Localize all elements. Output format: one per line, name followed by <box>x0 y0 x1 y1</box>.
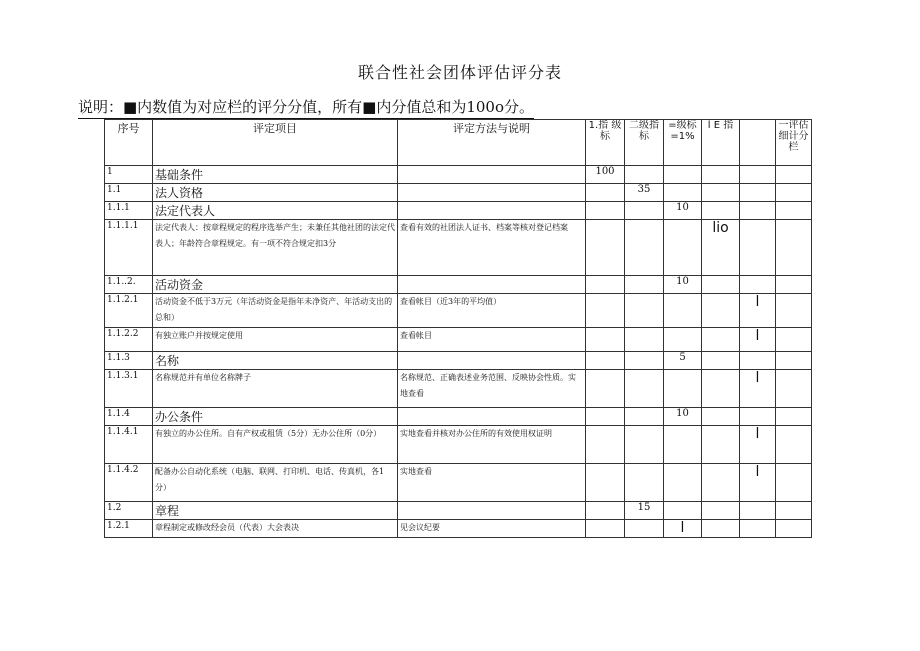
page-title: 联合性社会团体评估评分表 <box>357 63 562 82</box>
table-cell-level1 <box>586 370 625 408</box>
table-cell-level4 <box>702 202 740 220</box>
table-cell-level1 <box>586 408 625 426</box>
table-cell-level1 <box>586 276 625 294</box>
table-cell-item: 办公条件 <box>153 408 398 426</box>
table-row <box>105 464 812 502</box>
table-cell-item: 名称 <box>153 352 398 370</box>
table-cell-seq: 1.1..2. <box>105 276 153 294</box>
table-row <box>105 220 812 276</box>
table-cell-score <box>776 166 812 184</box>
table-row <box>105 426 812 464</box>
table-cell-seq: 1.2 <box>105 502 153 520</box>
table-cell-seq: 1.1.2.1 <box>105 294 153 328</box>
table-cell-level1 <box>586 426 625 464</box>
table-cell-level4 <box>702 426 740 464</box>
table-cell-method <box>398 408 586 426</box>
table-cell-mark <box>740 520 776 538</box>
table-cell-level4 <box>702 408 740 426</box>
table-cell-level2 <box>625 426 664 464</box>
table-cell-item: 有独立账户并按规定使用 <box>153 328 398 352</box>
header-blank <box>740 120 776 166</box>
table-cell-method: 查看有效的社团法人证书、档案等核对登记档案 <box>398 220 586 276</box>
table-cell-item: 有独立的办公住所。自有产权或租赁（5分）无办公住所（0分） <box>153 426 398 464</box>
table-cell-level2 <box>625 464 664 502</box>
table-cell-item: 基础条件 <box>153 166 398 184</box>
table-row <box>105 352 812 370</box>
table-cell-method <box>398 184 586 202</box>
table-cell-item: 法定代表人：按章程规定的程序选举产生；未兼任其他社团的法定代表人；年龄符合章程规定。有一项不符合规定扣3分 <box>153 220 398 276</box>
table-cell-level4 <box>702 520 740 538</box>
table-cell-level3 <box>664 184 702 202</box>
table-cell-seq: 1 <box>105 166 153 184</box>
table-cell-score <box>776 408 812 426</box>
table-cell-level3 <box>664 294 702 328</box>
table-cell-method <box>398 276 586 294</box>
table-cell-seq: 1.2.1 <box>105 520 153 538</box>
table-cell-level2 <box>625 220 664 276</box>
table-cell-method: 实地查看并核对办公住所的有效使用权证明 <box>398 426 586 464</box>
table-cell-score <box>776 294 812 328</box>
header-item: 评定项目 <box>153 120 398 166</box>
table-cell-seq: 1.1.2.2 <box>105 328 153 352</box>
table-cell-mark <box>740 352 776 370</box>
table-cell-method: 查看帐目 <box>398 328 586 352</box>
table-cell-method <box>398 202 586 220</box>
header-level1: 1.指 级标 <box>586 120 625 166</box>
table-cell-level2 <box>625 370 664 408</box>
table-cell-level2 <box>625 166 664 184</box>
table-cell-score <box>776 502 812 520</box>
table-cell-item: 配备办公自动化系统（电脑、联网、打印机、电话、传真机，各1分） <box>153 464 398 502</box>
table-cell-level4 <box>702 166 740 184</box>
table-row <box>105 166 812 184</box>
table-cell-score <box>776 352 812 370</box>
table-cell-mark <box>740 166 776 184</box>
table-cell-level3: 10 <box>664 276 702 294</box>
table-cell-score <box>776 328 812 352</box>
table-cell-method: 实地查看 <box>398 464 586 502</box>
table-cell-mark <box>740 184 776 202</box>
table-cell-score <box>776 184 812 202</box>
table-row <box>105 184 812 202</box>
table-cell-level4 <box>702 184 740 202</box>
table-cell-score <box>776 202 812 220</box>
table-cell-level1 <box>586 184 625 202</box>
header-score: 一评估细计分栏 <box>776 120 812 166</box>
table-cell-item: 活动资金不低于3万元（年活动资金是指年未净资产、年活动支出的总和） <box>153 294 398 328</box>
table-cell-item: 章程制定或修改经会员（代表）大会表决 <box>153 520 398 538</box>
table-cell-level3 <box>664 464 702 502</box>
table-cell-seq: 1.1 <box>105 184 153 202</box>
table-cell-level4 <box>702 352 740 370</box>
table-cell-level3: 10 <box>664 408 702 426</box>
table-cell-level4 <box>702 464 740 502</box>
table-cell-method <box>398 352 586 370</box>
table-cell-level4: lio <box>702 220 740 276</box>
table-cell-mark: l <box>740 294 776 328</box>
table-row <box>105 408 812 426</box>
table-cell-level3: l <box>664 520 702 538</box>
header-method: 评定方法与说明 <box>398 120 586 166</box>
table-cell-level1 <box>586 202 625 220</box>
table-cell-level3 <box>664 328 702 352</box>
table-cell-score <box>776 220 812 276</box>
table-cell-level3 <box>664 426 702 464</box>
table-row <box>105 328 812 352</box>
table-cell-mark: l <box>740 328 776 352</box>
table-cell-seq: 1.1.1 <box>105 202 153 220</box>
table-cell-level4 <box>702 328 740 352</box>
table-cell-item: 活动资金 <box>153 276 398 294</box>
table-cell-item: 章程 <box>153 502 398 520</box>
table-cell-method <box>398 166 586 184</box>
table-cell-level1 <box>586 220 625 276</box>
table-cell-seq: 1.1.4.2 <box>105 464 153 502</box>
table-cell-method: 见会议纪要 <box>398 520 586 538</box>
table-cell-level3 <box>664 166 702 184</box>
instruction-note: 说明：■内数值为对应栏的评分分值，所有■内分值总和为100o分。 <box>78 96 534 119</box>
table-cell-level4 <box>702 294 740 328</box>
table-cell-level1 <box>586 328 625 352</box>
table-row <box>105 294 812 328</box>
table-cell-score <box>776 464 812 502</box>
table-cell-level1 <box>586 520 625 538</box>
table-cell-score <box>776 520 812 538</box>
header-level2: 二级指标 <box>625 120 664 166</box>
table-cell-level2 <box>625 328 664 352</box>
table-cell-level2 <box>625 276 664 294</box>
table-cell-level4 <box>702 276 740 294</box>
table-cell-level1 <box>586 464 625 502</box>
table-cell-method: 名称规范、正确表述业务范围、反映协会性质。实地查看 <box>398 370 586 408</box>
table-cell-mark: l <box>740 370 776 408</box>
table-row <box>105 370 812 408</box>
table-cell-seq: 1.1.4.1 <box>105 426 153 464</box>
table-cell-level3: 5 <box>664 352 702 370</box>
table-cell-level2 <box>625 408 664 426</box>
table-cell-level2 <box>625 352 664 370</box>
table-cell-level2: 35 <box>625 184 664 202</box>
table-cell-level1 <box>586 294 625 328</box>
table-cell-level2 <box>625 202 664 220</box>
table-cell-level3 <box>664 220 702 276</box>
table-cell-item: 法人资格 <box>153 184 398 202</box>
table-cell-mark: l <box>740 464 776 502</box>
table-cell-level4 <box>702 370 740 408</box>
table-cell-mark <box>740 220 776 276</box>
table-cell-mark <box>740 502 776 520</box>
header-row <box>105 120 812 166</box>
table-cell-seq: 1.1.3 <box>105 352 153 370</box>
table-cell-level2 <box>625 520 664 538</box>
evaluation-table <box>104 119 812 538</box>
table-cell-level2: 15 <box>625 502 664 520</box>
table-cell-level3 <box>664 502 702 520</box>
table-cell-method: 查看帐目（近3年的平均值） <box>398 294 586 328</box>
table-cell-level3: 10 <box>664 202 702 220</box>
table-cell-level4 <box>702 502 740 520</box>
table-cell-mark <box>740 202 776 220</box>
table-row <box>105 202 812 220</box>
table-row <box>105 520 812 538</box>
table-cell-level1 <box>586 352 625 370</box>
table-cell-seq: 1.1.4 <box>105 408 153 426</box>
table-cell-level1 <box>586 502 625 520</box>
table-cell-level1: 100 <box>586 166 625 184</box>
table-cell-level2 <box>625 294 664 328</box>
table-cell-item: 名称规范并有单位名称牌子 <box>153 370 398 408</box>
header-level4: l E 指 <box>702 120 740 166</box>
table-cell-seq: 1.1.1.1 <box>105 220 153 276</box>
table-cell-score <box>776 370 812 408</box>
table-cell-score <box>776 426 812 464</box>
table-row <box>105 502 812 520</box>
table-cell-score <box>776 276 812 294</box>
table-cell-mark <box>740 408 776 426</box>
table-body <box>105 166 812 538</box>
table-cell-level3 <box>664 370 702 408</box>
table-cell-method <box>398 502 586 520</box>
header-seq: 序号 <box>105 120 153 166</box>
table-cell-mark: l <box>740 426 776 464</box>
table-cell-item: 法定代表人 <box>153 202 398 220</box>
table-row <box>105 276 812 294</box>
header-level3: =级标=1% <box>664 120 702 166</box>
table-cell-mark <box>740 276 776 294</box>
table-cell-seq: 1.1.3.1 <box>105 370 153 408</box>
